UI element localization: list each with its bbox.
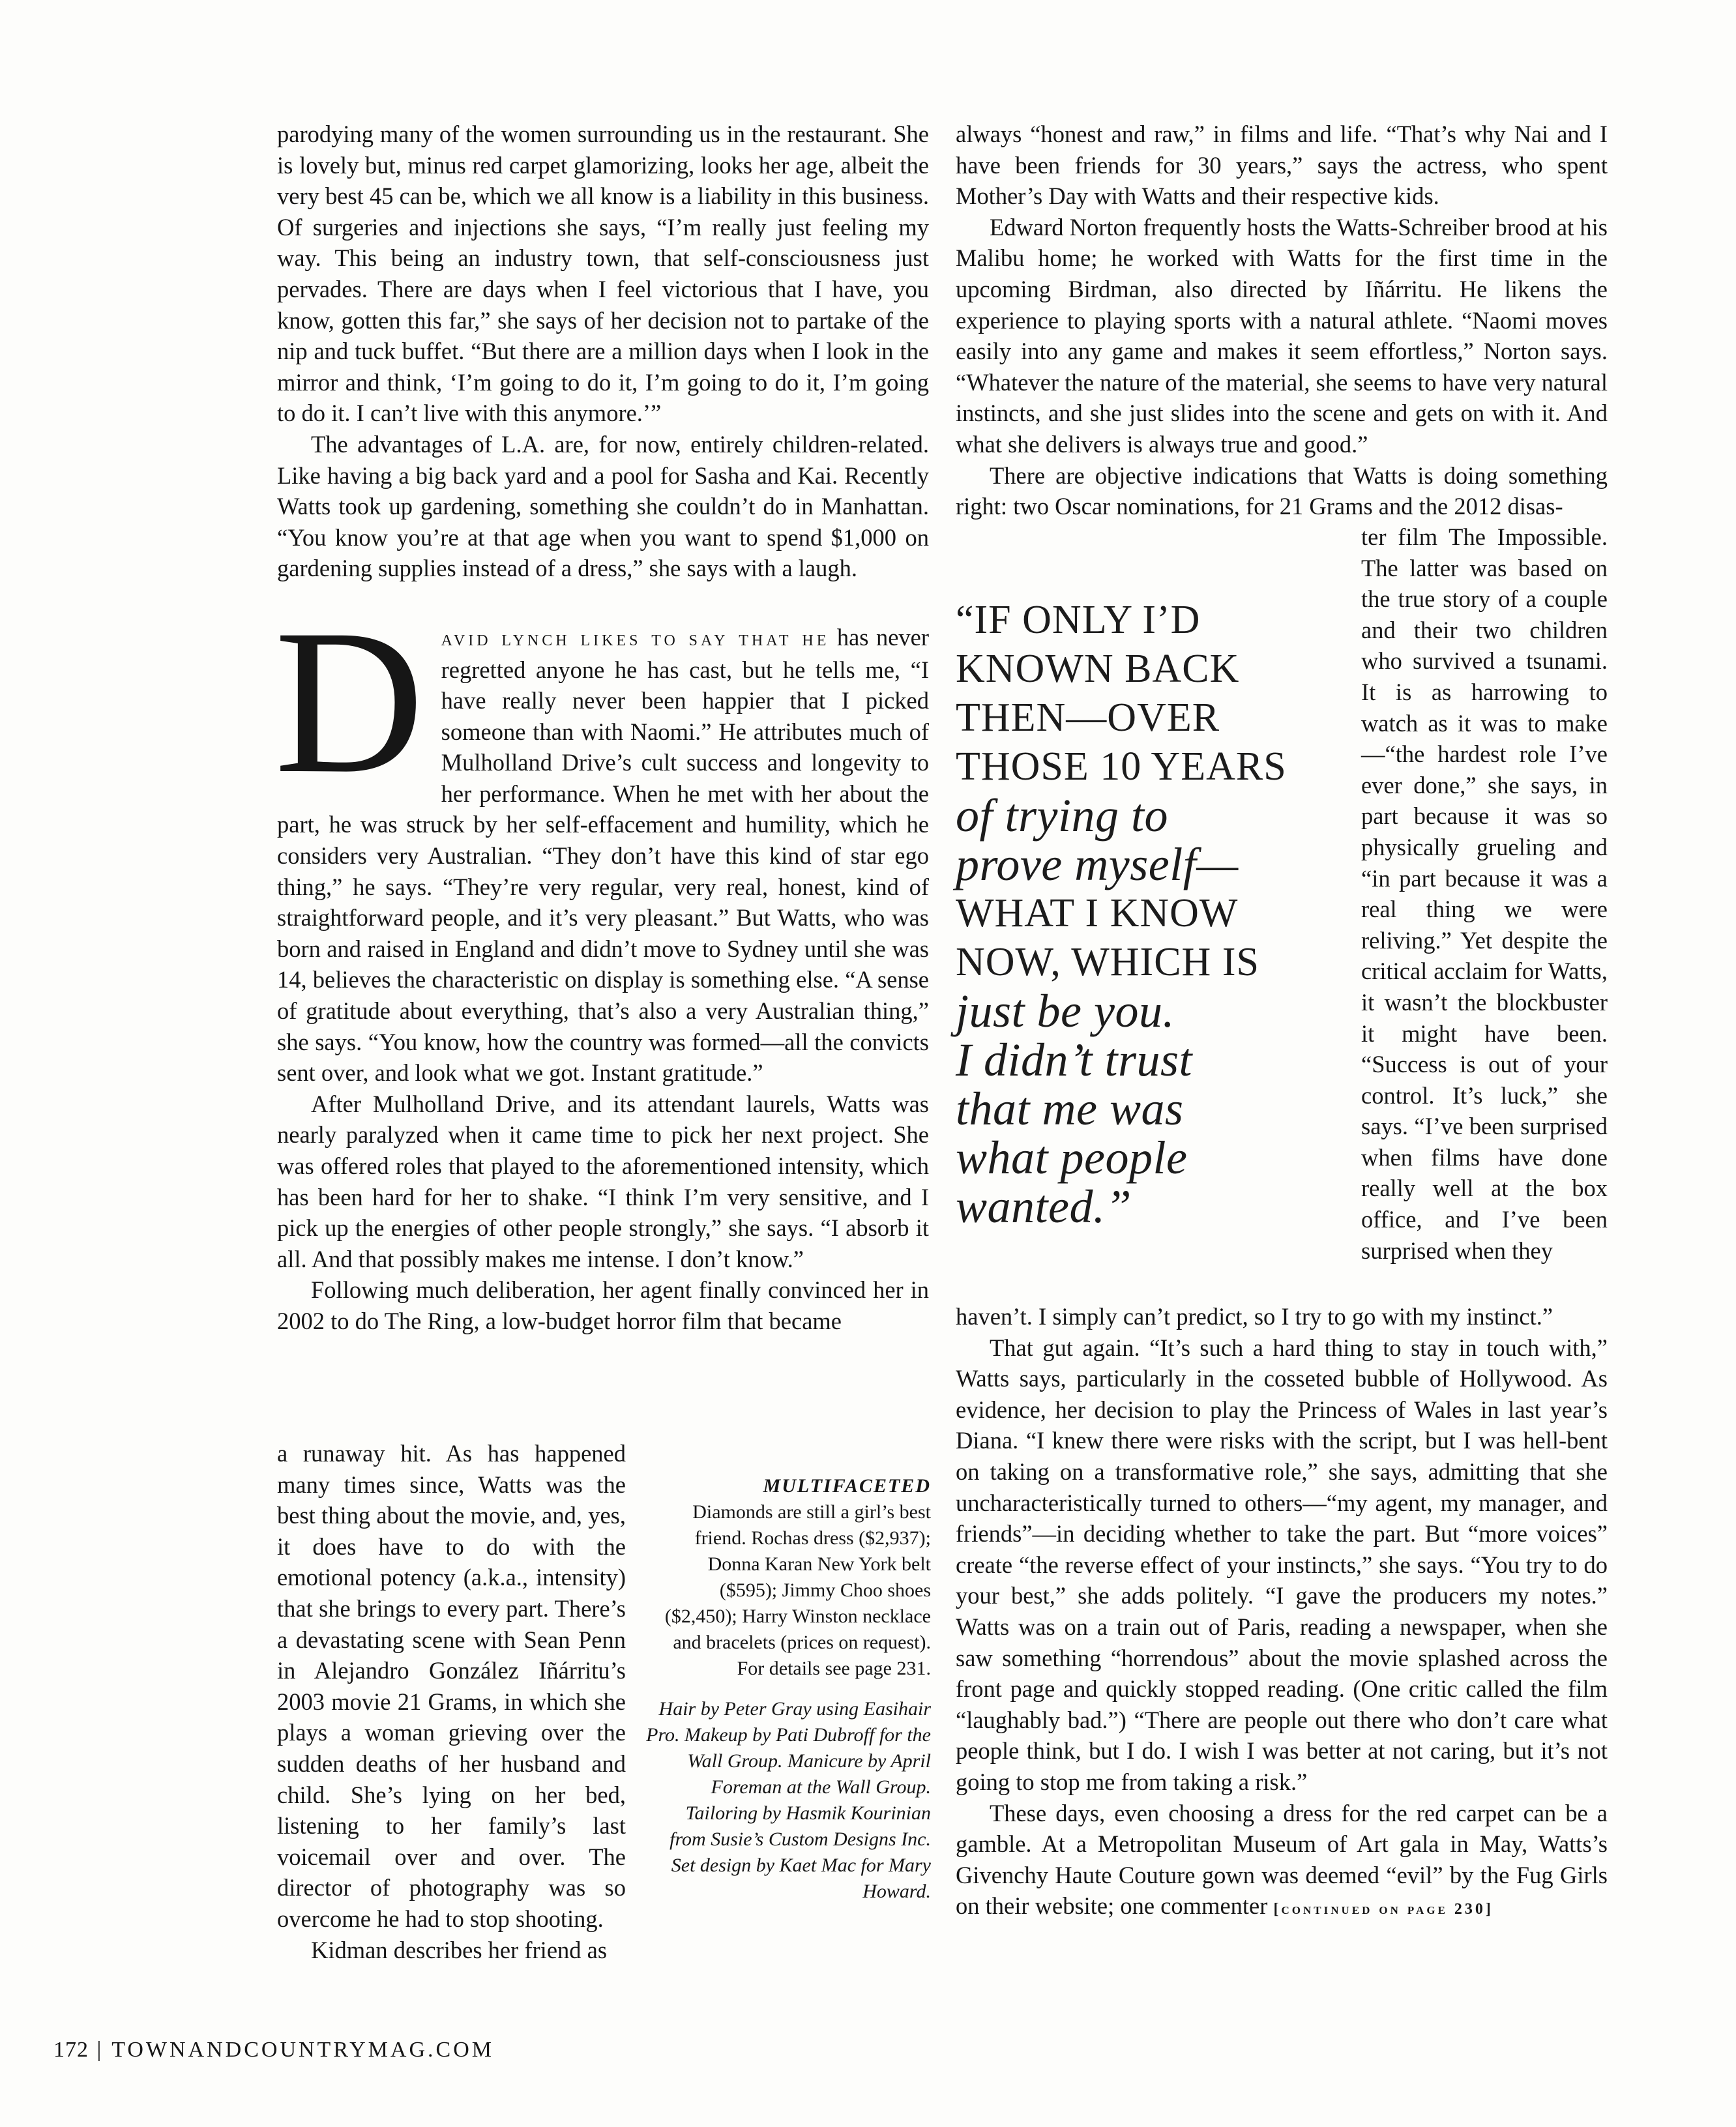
- drop-cap: D: [274, 586, 424, 816]
- page-number: 172: [53, 2038, 89, 2062]
- site-name: TOWNANDCOUNTRYMAG.COM: [111, 2038, 494, 2062]
- paragraph: Edward Norton frequently hosts the Watts-Schreiber brood at his Malibu home; he worked with Watts for the first time in the upcoming Birdman, also directed by Iñárritu. He likens the experience to playing sports with a natural athlete. “Naomi moves easily into any game and makes it seem effortless,” Norton says. “Whatever the nature of the material, she seems to have very natural instincts, and she just slides into the scene and gets on with it. And what she delivers is always true and good.”: [956, 213, 1608, 458]
- paragraph: parodying many of the women surrounding us in the restaurant. She is lovely but, minus red carpet glamorizing, looks her age, albeit the very best 45 can be, which we all know is a liability in this business. Of surgeries and injections she says, “I’m really just feeling my way. This being an industry town, that self-consciousness just pervades. There are days when I feel victorious that I have, you know, gotten this far,” she says of her decision not to partake of the nip and tuck buffet. “But there are a million days when I look in the mirror and think, ‘I’m going to do it, I’m going to do it, I’m going to do it. I can’t live with this anymore.’”: [277, 121, 929, 427]
- paragraph-text: These days, even choosing a dress for the red carpet can be a gamble. At a Metropolitan Museum of Art gala in May, Watts’s Givenchy Haute Couture gown was deemed “evil” by the Fug Girls on their website; one commenter: [956, 1799, 1608, 1920]
- paragraph-text: has never regretted anyone he has cast, but he tells me, “I have really never been happier that I picked someone than with Naomi.” He attributes much of Mulholland Drive’s cult success and longevity to her performance. When he met with her about the part, he was struck by her self-effacement and humility, which he considers very Australian. “They don’t have this kind of star ego thing,” he says. “They’re very regular, very real, honest, kind of straightforward people, and it’s very pleasant.” But Watts, who was born and raised in England and didn’t move to Sydney until she was 14, believes the characteristic on display is something else. “A sense of gratitude about everything, that’s also a very Australian thing,” she says. “You know, how the country was formed—all the convicts sent over, and look what we got. Instant gratitude.”: [277, 623, 929, 1087]
- paragraph: haven’t. I simply can’t predict, so I try to go with my instinct.”: [956, 1303, 1553, 1330]
- paragraph: Following much deliberation, her agent finally convinced her in 2002 to do The Ring, a low-budget horror film that became: [277, 1276, 929, 1334]
- right-column-narrow: ter film The Impossible. The latter was based on the true story of a couple and their two children who survived a tsunami. It is as harrowing to watch as it was to make—“the hardest role I’ve ever done,” she says, in part because it was so physically grueling and “in part because it was a real thing we were reliving.” Yet despite the critical acclaim for Watts, it wasn’t the blockbuster it might have been. “Success is out of your control. It’s luck,” she says. “I’ve been surprised when films have done really well at the box office, and I’ve been surprised when they: [1361, 523, 1608, 1264]
- pull-quote-line: of trying to: [956, 789, 1168, 842]
- pull-quote-line: prove myself—: [956, 838, 1239, 890]
- pull-quote-line: “IF ONLY I’D: [956, 598, 1201, 642]
- lead-in: avid lynch likes to say that he: [441, 626, 830, 651]
- pull-quote: [956, 596, 1347, 1231]
- right-column: [956, 119, 1608, 522]
- continued-note: [continued on page 230]: [1273, 1901, 1493, 1918]
- paragraph: That gut again. “It’s such a hard thing to stay in touch with,” Watts says, particularly in the cosseted bubble of Hollywood. As evidence, her decision to play the Princess of Wales in last year’s Diana. “I knew there were risks with the script, but I was hell-bent on taking on a transformative role,” she says, admitting that she uncharacteristically turned to others—“my agent, my manager, and friends”—in deciding whether to take the part. But “more voices” create “the reverse effect of your instincts,” she says. “You try to do your best,” she adds politely. “I gave the producers my notes.” Watts was on a train out of Paris, reading a newspaper, when she saw something “horrendous” about the movie splashed across the front page and quickly stopped reading. (One critic called the film “laughably bad.”) “There are people out there who don’t care what people think, but I do. I wish I was better at not caring, but it’s not going to stop me from taking a risk.”: [956, 1334, 1608, 1795]
- paragraph: After Mulholland Drive, and its attendant laurels, Watts was nearly paralyzed when it came time to pick her next project. She was offered roles that played to the aforementioned intensity, which has been hard for her to shake. “I think I’m very sensitive, and I pick up the energies of other people strongly,” she says. “I absorb it all. And that possibly makes me intense. I don’t know.”: [277, 1090, 929, 1272]
- dropcap-paragraph: [274, 586, 929, 1089]
- paragraph: always “honest and raw,” in films and life. “That’s why Nai and I have been friends for 30 years,” says the actress, who spent Mother’s Day with Watts and their respective kids.: [956, 121, 1608, 210]
- footer-separator: |: [96, 2038, 104, 2062]
- caption-credits: Hair by Peter Gray using Easihair Pro. Makeup by Pati Dubroff for the Wall Group. Manicure by April Foreman at the Wall Group. Tailoring by Hasmik Kourinian from Susie’s Custom Designs Inc. Set design by Kaet Mac for Mary Howard.: [646, 1698, 931, 1902]
- left-column: [274, 119, 929, 1337]
- photo-caption: [645, 1473, 931, 1905]
- pull-quote-line: that me was: [956, 1083, 1184, 1135]
- paragraph: The advantages of L.A. are, for now, entirely children-related. Like having a big back yard and a pool for Sasha and Kai. Recently Watts took up gardening, something she couldn’t do in Manhattan. “You know you’re at that age when you want to spend $1,000 on gardening supplies instead of a dress,” she says with a laugh.: [277, 430, 929, 582]
- pull-quote-line: I didn’t trust: [956, 1034, 1193, 1086]
- page-footer: [53, 2038, 494, 2062]
- paragraph: a runaway hit. As has happened many times since, Watts was the best thing about the movie, and, yes, it does have to do with the emotional potency (a.k.a., intensity) that she brings to every part. There’s a devastating scene with Sean Penn in Alejandro González Iñárritu’s 2003 movie 21 Grams, in which she plays a woman grieving over the sudden deaths of her husband and child. She’s lying on her bed, listening to her family’s last voicemail over and over. The director of photography was so overcome he had to stop shooting.: [277, 1440, 626, 1932]
- right-column-lower: [956, 1301, 1608, 1926]
- pull-quote-line: wanted.”: [956, 1181, 1132, 1233]
- caption-body: Diamonds are still a girl’s best friend. Rochas dress ($2,937); Donna Karan New York belt ($595); Jimmy Choo shoes ($2,450); Harry Winston necklace and bracelets (prices on request). For details see page 231.: [664, 1501, 931, 1679]
- pull-quote-line: what people: [956, 1132, 1188, 1184]
- pull-quote-line: WHAT I KNOW: [956, 891, 1239, 935]
- pull-quote-line: THEN—OVER: [956, 696, 1220, 740]
- pull-quote-line: just be you.: [956, 985, 1175, 1037]
- caption-heading: MULTIFACETED: [763, 1475, 931, 1497]
- pull-quote-line: KNOWN BACK: [956, 647, 1240, 691]
- left-column-narrow: [277, 1438, 626, 1965]
- paragraph: Kidman describes her friend as: [311, 1936, 608, 1963]
- paragraph: [956, 1798, 1608, 1926]
- pull-quote-line: THOSE 10 YEARS: [956, 744, 1287, 789]
- paragraph: There are objective indications that Watts is doing something right: two Oscar nominations, for 21 Grams and the 2012 disas-: [956, 462, 1608, 520]
- pull-quote-line: NOW, WHICH IS: [956, 940, 1259, 984]
